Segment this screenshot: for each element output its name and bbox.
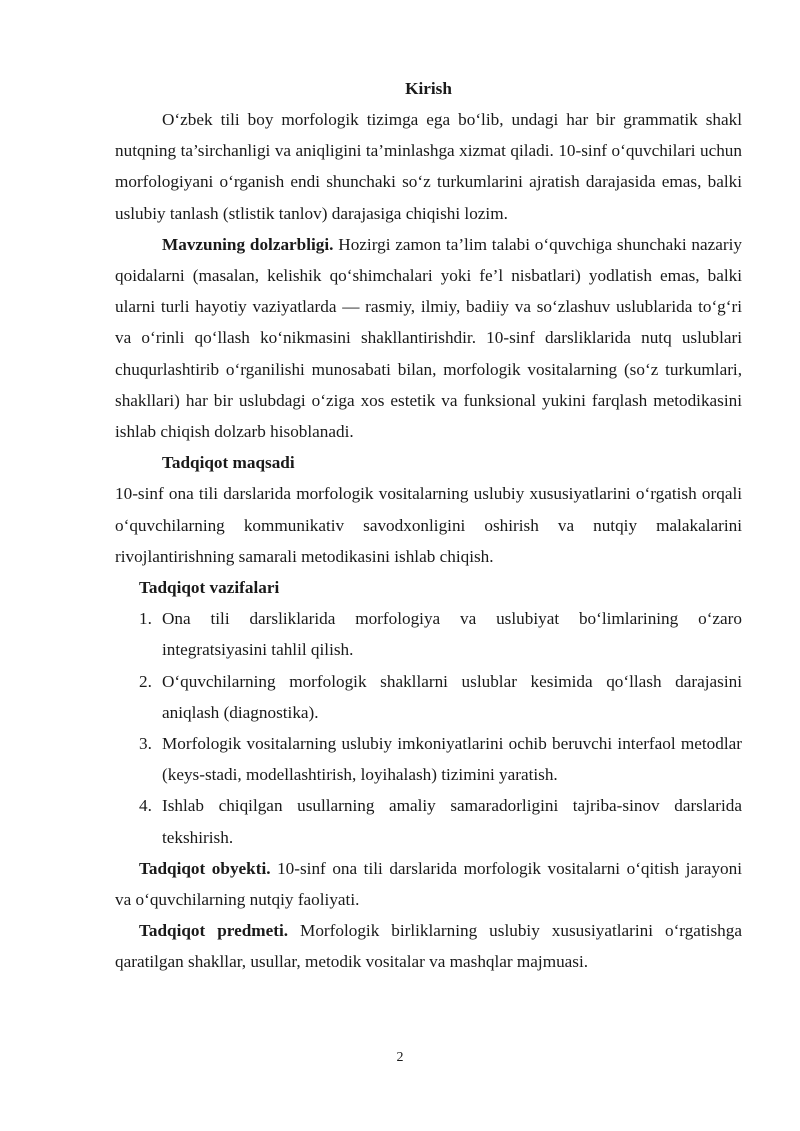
relevance-paragraph [115,229,742,447]
page-number: 2 [396,1050,404,1065]
intro-paragraph: O‘zbek tili boy morfologik tizimga ega bo‘lib, undagi har bir grammatik shakl nutqning ta’sirchanligi va aniqligini ta’minlashga xizmat qiladi. 10-sinf o‘quvchilari uchun morfologiyani o‘rganish endi shunchaki so‘z turkumlarini ajratish darajasida emas, balki uslubiy tanlash (stlistik tanlov) darajasiga chiqishi lozim. [115,110,742,223]
tasks-heading: Tadqiqot vazifalari [139,578,280,598]
task-number: 4. [139,796,152,816]
task-item [115,666,742,728]
task-number: 3. [139,734,152,754]
document-title: Kirish [405,79,452,98]
object-text: 10-sinf ona tili darslarida morfologik vositalarni o‘qitish jarayoni va o‘quvchilarning nutqiy faoliyati. [115,858,742,910]
task-text: O‘quvchilarning morfologik shakllarni uslublar kesimida qo‘llash darajasini aniqlash (diagnostika). [162,671,742,722]
task-text: Ona tili darsliklarida morfologiya va uslubiyat bo‘limlarining o‘zaro integratsiyasini tahlil qilish. [162,609,742,660]
task-number: 1. [139,609,152,629]
tasks-list [115,603,742,853]
object-paragraph [115,853,742,915]
relevance-label: Mavzuning dolzarbligi. [162,234,334,254]
task-number: 2. [139,671,152,691]
task-item [115,728,742,790]
subject-label: Tadqiqot predmeti. [139,921,289,941]
object-label: Tadqiqot obyekti. [139,858,271,878]
task-item [115,603,742,665]
subject-text: Morfologik birliklarning uslubiy xususiyatlarini o‘rgatishga qaratilgan shakllar, usullar, metodik vositalar va mashqlar majmuasi. [115,921,742,972]
goal-paragraph: 10-sinf ona tili darslarida morfologik vositalarning uslubiy xususiyatlarini o‘rgatish orqali o‘quvchilarning kommunikativ savodxonligini oshirish va nutqiy malakalarini rivojlantirishning samarali metodikasini ishlab chiqish. [115,484,742,566]
goal-heading: Tadqiqot maqsadi [162,453,295,473]
task-text: Morfologik vositalarning uslubiy imkoniyatlarini ochib beruvchi interfaol metodlar (keys-stadi, modellashtirish, loyihalash) tizimini yaratish. [162,734,742,785]
task-item [115,790,742,852]
task-text: Ishlab chiqilgan usullarning amaliy samaradorligini tajriba-sinov darslarida tekshirish. [162,796,742,847]
subject-paragraph [115,915,742,977]
relevance-text: Hozirgi zamon ta’lim talabi o‘quvchiga shunchaki nazariy qoidalarni (masalan, kelishik qo‘shimchalari yoki fe’l nisbatlari) yodlatish emas, balki ularni turli hayotiy vaziyatlarda — rasmiy, ilmiy, badiiy va so‘zlashuv uslublarida to‘g‘ri va o‘rinli qo‘llash ko‘nikmasini shakllantirishdir. 10-sinf darsliklarida nutq uslublari chuqurlashtirib o‘rganilishi munosabati bilan, morfologik vositalarning (so‘z turkumlari, shakllari) har bir uslubdagi o‘ziga xos estetik va funksional yukini farqlash metodikasini ishlab chiqish dolzarb hisoblanadi. [115,234,743,442]
document-page [115,73,742,978]
